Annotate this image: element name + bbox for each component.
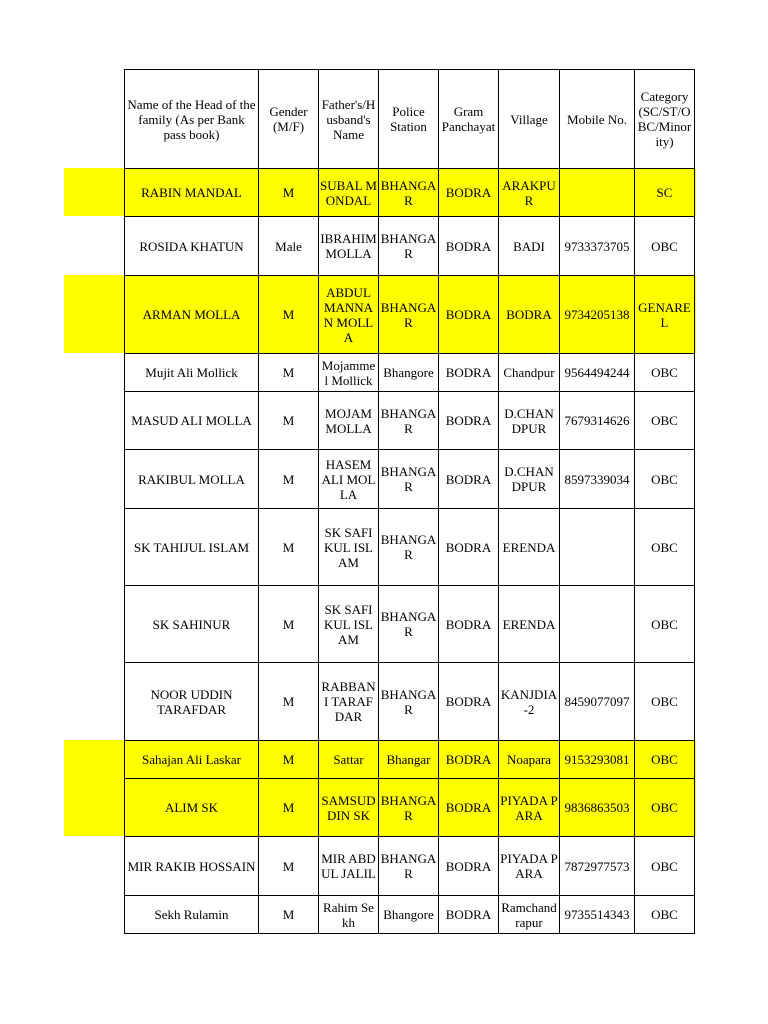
- cell-gram-panchayat: BODRA: [439, 509, 499, 586]
- cell-gram-panchayat: BODRA: [439, 392, 499, 450]
- cell-gender: Male: [259, 217, 319, 276]
- cell-gram-panchayat: BODRA: [439, 169, 499, 217]
- cell-gender: M: [259, 663, 319, 741]
- header-gender: Gender (M/F): [259, 70, 319, 169]
- cell-father: Rahim Sekh: [319, 896, 379, 934]
- cell-village: D.CHANDPUR: [499, 392, 560, 450]
- cell-police-station: BHANGAR: [379, 217, 439, 276]
- cell-mobile: 8597339034: [560, 450, 635, 509]
- cell-police-station: BHANGAR: [379, 450, 439, 509]
- cell-village: BODRA: [499, 276, 560, 354]
- cell-gender: M: [259, 586, 319, 663]
- cell-gender: M: [259, 779, 319, 837]
- cell-gram-panchayat: BODRA: [439, 450, 499, 509]
- cell-category: OBC: [635, 586, 695, 663]
- cell-father: SK SAFIKUL ISLAM: [319, 509, 379, 586]
- cell-gram-panchayat: BODRA: [439, 741, 499, 779]
- cell-gender: M: [259, 169, 319, 217]
- cell-village: PIYADA PARA: [499, 837, 560, 896]
- header-name: Name of the Head of the family (As per Bank pass book): [125, 70, 259, 169]
- cell-police-station: BHANGAR: [379, 509, 439, 586]
- cell-police-station: BHANGAR: [379, 276, 439, 354]
- table-row: [125, 896, 695, 934]
- cell-father: Mojammel Mollick: [319, 354, 379, 392]
- cell-category: OBC: [635, 509, 695, 586]
- cell-gram-panchayat: BODRA: [439, 586, 499, 663]
- cell-mobile: [560, 169, 635, 217]
- cell-name: MIR RAKIB HOSSAIN: [125, 837, 259, 896]
- cell-father: RABBANI TARAFDAR: [319, 663, 379, 741]
- cell-gender: M: [259, 896, 319, 934]
- cell-name: ALIM SK: [125, 779, 259, 837]
- table-row: [125, 392, 695, 450]
- cell-village: ERENDA: [499, 586, 560, 663]
- table-row: [125, 354, 695, 392]
- cell-father: MIR ABDUL JALIL: [319, 837, 379, 896]
- cell-gram-panchayat: BODRA: [439, 276, 499, 354]
- table-row: [125, 509, 695, 586]
- cell-category: OBC: [635, 450, 695, 509]
- table-row: [125, 663, 695, 741]
- header-gram-panchayat: Gram Panchayat: [439, 70, 499, 169]
- cell-category: OBC: [635, 392, 695, 450]
- cell-name: SK SAHINUR: [125, 586, 259, 663]
- cell-father: SUBAL MONDAL: [319, 169, 379, 217]
- cell-police-station: BHANGAR: [379, 586, 439, 663]
- cell-police-station: Bhangore: [379, 354, 439, 392]
- table-row: [125, 741, 695, 779]
- cell-village: BADI: [499, 217, 560, 276]
- cell-village: ARAKPUR: [499, 169, 560, 217]
- cell-mobile: 9564494244: [560, 354, 635, 392]
- cell-village: PIYADA PARA: [499, 779, 560, 837]
- cell-mobile: 9734205138: [560, 276, 635, 354]
- cell-village: Ramchandrapur: [499, 896, 560, 934]
- cell-category: OBC: [635, 741, 695, 779]
- table-row: [125, 586, 695, 663]
- cell-father: SK SAFIKUL ISLAM: [319, 586, 379, 663]
- cell-gender: M: [259, 276, 319, 354]
- cell-father: ABDUL MANNAN MOLLA: [319, 276, 379, 354]
- cell-mobile: [560, 509, 635, 586]
- table-row: [125, 450, 695, 509]
- cell-village: Noapara: [499, 741, 560, 779]
- cell-category: OBC: [635, 217, 695, 276]
- cell-gram-panchayat: BODRA: [439, 663, 499, 741]
- cell-police-station: Bhangore: [379, 896, 439, 934]
- cell-gender: M: [259, 509, 319, 586]
- cell-category: OBC: [635, 354, 695, 392]
- header-mobile: Mobile No.: [560, 70, 635, 169]
- cell-category: OBC: [635, 779, 695, 837]
- cell-police-station: BHANGAR: [379, 169, 439, 217]
- header-row: [125, 70, 695, 169]
- cell-mobile: 7679314626: [560, 392, 635, 450]
- cell-mobile: 7872977573: [560, 837, 635, 896]
- cell-name: Sahajan Ali Laskar: [125, 741, 259, 779]
- cell-name: SK TAHIJUL ISLAM: [125, 509, 259, 586]
- cell-mobile: 9735514343: [560, 896, 635, 934]
- cell-name: NOOR UDDIN TARAFDAR: [125, 663, 259, 741]
- cell-police-station: Bhangar: [379, 741, 439, 779]
- table-row: [125, 276, 695, 354]
- cell-name: ROSIDA KHATUN: [125, 217, 259, 276]
- cell-gender: M: [259, 837, 319, 896]
- cell-name: RABIN MANDAL: [125, 169, 259, 217]
- cell-gender: M: [259, 450, 319, 509]
- cell-category: GENAREL: [635, 276, 695, 354]
- table-row: [125, 837, 695, 896]
- cell-father: SAMSUDDIN SK: [319, 779, 379, 837]
- table-row: [125, 169, 695, 217]
- header-village: Village: [499, 70, 560, 169]
- cell-category: SC: [635, 169, 695, 217]
- header-father: Father's/Husband's Name: [319, 70, 379, 169]
- cell-police-station: BHANGAR: [379, 663, 439, 741]
- cell-mobile: 9153293081: [560, 741, 635, 779]
- cell-gram-panchayat: BODRA: [439, 217, 499, 276]
- cell-gender: M: [259, 392, 319, 450]
- cell-mobile: 9836863503: [560, 779, 635, 837]
- cell-name: ARMAN MOLLA: [125, 276, 259, 354]
- cell-mobile: [560, 586, 635, 663]
- cell-gram-panchayat: BODRA: [439, 837, 499, 896]
- table-row: [125, 779, 695, 837]
- cell-gram-panchayat: BODRA: [439, 779, 499, 837]
- cell-village: Chandpur: [499, 354, 560, 392]
- header-category: Category (SC/ST/OBC/Minority): [635, 70, 695, 169]
- cell-police-station: BHANGAR: [379, 392, 439, 450]
- cell-father: HASEM ALI MOLLA: [319, 450, 379, 509]
- cell-name: MASUD ALI MOLLA: [125, 392, 259, 450]
- cell-police-station: BHANGAR: [379, 837, 439, 896]
- cell-village: ERENDA: [499, 509, 560, 586]
- cell-mobile: 8459077097: [560, 663, 635, 741]
- cell-category: OBC: [635, 837, 695, 896]
- header-police-station: Police Station: [379, 70, 439, 169]
- cell-police-station: BHANGAR: [379, 779, 439, 837]
- cell-name: RAKIBUL MOLLA: [125, 450, 259, 509]
- cell-mobile: 9733373705: [560, 217, 635, 276]
- cell-village: KANJDIA-2: [499, 663, 560, 741]
- cell-father: MOJAM MOLLA: [319, 392, 379, 450]
- cell-name: Sekh Rulamin: [125, 896, 259, 934]
- cell-gender: M: [259, 741, 319, 779]
- cell-village: D.CHANDPUR: [499, 450, 560, 509]
- cell-father: Sattar: [319, 741, 379, 779]
- cell-category: OBC: [635, 663, 695, 741]
- beneficiary-table: [124, 69, 695, 934]
- cell-gram-panchayat: BODRA: [439, 354, 499, 392]
- cell-name: Mujit Ali Mollick: [125, 354, 259, 392]
- cell-gram-panchayat: BODRA: [439, 896, 499, 934]
- cell-gender: M: [259, 354, 319, 392]
- cell-category: OBC: [635, 896, 695, 934]
- table-row: [125, 217, 695, 276]
- cell-father: IBRAHIM MOLLA: [319, 217, 379, 276]
